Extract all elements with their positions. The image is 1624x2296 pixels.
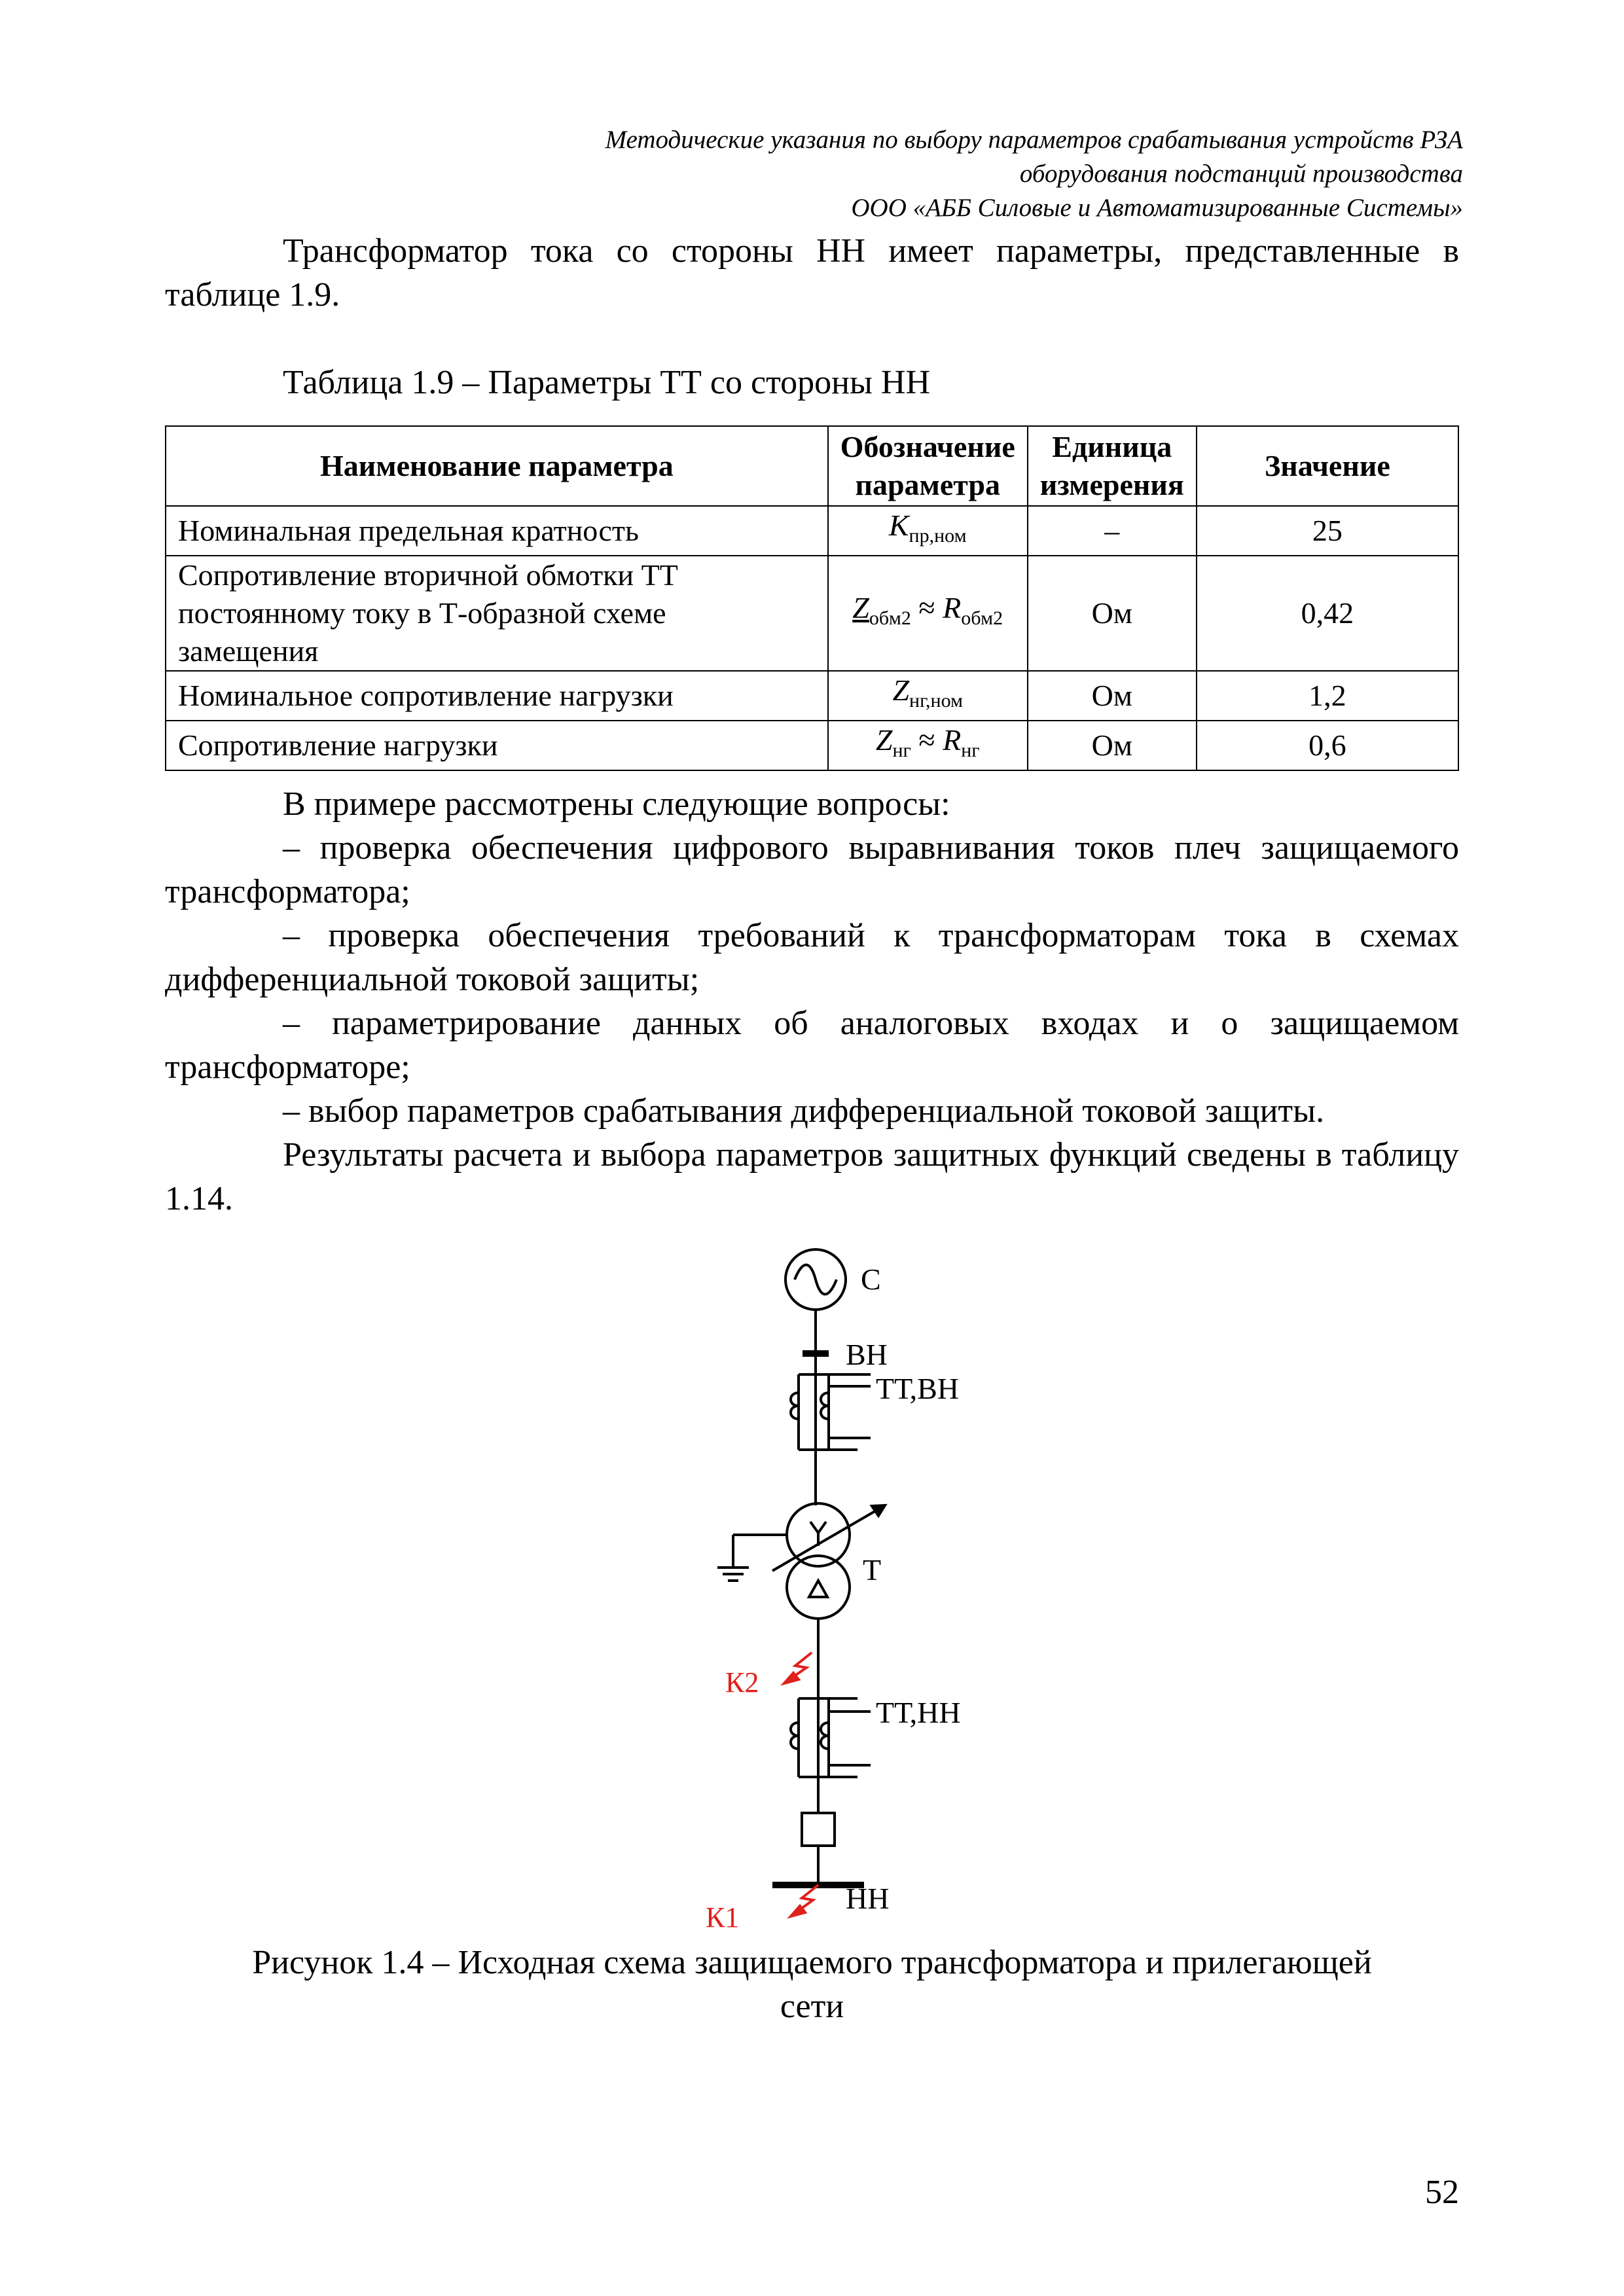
- label-fault-k1: К1: [706, 1901, 740, 1933]
- table-caption: Таблица 1.9 – Параметры ТТ со стороны НН: [283, 364, 930, 401]
- hv-bus-bar: [803, 1350, 829, 1357]
- header-unit-line-2: измерения: [1039, 468, 1184, 501]
- body-results: Результаты расчета и выбора параметров защитных функций сведены в таблицу 1.14.: [165, 1136, 1459, 1217]
- symbol-sub: обм2: [869, 607, 911, 629]
- body-item: – параметрирование данных об аналоговых входах и о защищаемом трансформаторе;: [165, 1005, 1459, 1086]
- symbol-sub: нг,ном: [909, 690, 963, 711]
- symbol2-main: R: [943, 591, 962, 624]
- symbol-main: Z: [892, 673, 910, 707]
- header-name: Наименование параметра: [166, 426, 828, 506]
- row-name: Сопротивление нагрузки: [166, 721, 828, 770]
- label-ct-lv: ТТ,НН: [876, 1696, 961, 1729]
- header-symbol-line-2: параметра: [855, 468, 1001, 501]
- label-transformer: Т: [863, 1553, 882, 1587]
- body-item: – проверка обеспечения цифрового выравнивания токов плеч защищаемого трансформатора;: [165, 829, 1459, 910]
- symbol2-main: R: [943, 723, 962, 757]
- symbol-main: K: [888, 509, 909, 542]
- symbol-sub: пр,ном: [909, 525, 967, 547]
- row-name: Номинальное сопротивление нагрузки: [166, 671, 828, 721]
- intro-paragraph: Трансформатор тока со стороны НН имеет параметры, представленные в таблице 1.9.: [165, 232, 1459, 314]
- row-name-line-1: Сопротивление вторичной обмотки ТТ: [178, 558, 678, 592]
- label-lv-bus: НН: [846, 1882, 890, 1915]
- symbol-sub: нг: [892, 740, 911, 761]
- row-name-line-2: постоянному току в Т-образной схеме: [178, 596, 666, 630]
- label-source: С: [861, 1263, 881, 1296]
- row-unit: Ом: [1028, 671, 1197, 721]
- row-unit: Ом: [1028, 556, 1197, 671]
- symbol2-sub: обм2: [961, 607, 1003, 629]
- row-value: 0,6: [1197, 721, 1458, 770]
- row-value: 1,2: [1197, 671, 1458, 721]
- row-name: Номинальная предельная кратность: [166, 506, 828, 556]
- row-value: 0,42: [1197, 556, 1458, 671]
- label-fault-k2: К2: [725, 1666, 759, 1698]
- header-unit-line-1: Единица: [1052, 430, 1172, 463]
- header-line-3: ООО «АББ Силовые и Автоматизированные Системы»: [851, 194, 1463, 222]
- symbol-main: Z: [852, 591, 869, 624]
- figure-caption-line-1: Рисунок 1.4 – Исходная схема защищаемого трансформатора и прилегающей: [252, 1944, 1372, 1981]
- circuit-breaker: [802, 1813, 835, 1846]
- header-line-2: оборудования подстанций производства: [1019, 160, 1463, 188]
- delta-icon: [809, 1581, 827, 1597]
- row-unit: –: [1028, 506, 1197, 556]
- header-line-1: Методические указания по выбору параметров срабатывания устройств РЗА: [605, 126, 1463, 154]
- body-lead: В примере рассмотрены следующие вопросы:: [283, 785, 950, 823]
- label-hv-bus: ВН: [846, 1338, 888, 1371]
- approx-sign: ≈: [911, 591, 943, 624]
- sine-icon: [795, 1265, 837, 1295]
- row-name-line-3: замещения: [178, 634, 319, 668]
- symbol2-sub: нг: [961, 740, 980, 761]
- figure-caption-line-2: сети: [780, 1988, 844, 2025]
- label-ct-hv: ТТ,ВН: [876, 1372, 959, 1405]
- body-item: – проверка обеспечения требований к трансформаторам тока в схемах дифференциальной токовой защиты;: [165, 917, 1459, 998]
- row-value: 25: [1197, 506, 1458, 556]
- figure-caption: [165, 1941, 1459, 2028]
- header-symbol-line-1: Обозначение: [840, 430, 1015, 463]
- page-number: 52: [1425, 2174, 1459, 2211]
- body-item: – выбор параметров срабатывания дифференциальной токовой защиты.: [283, 1092, 1325, 1130]
- row-unit: Ом: [1028, 721, 1197, 770]
- symbol-main: Z: [875, 723, 893, 757]
- approx-sign: ≈: [911, 723, 943, 757]
- header-value: Значение: [1197, 426, 1458, 506]
